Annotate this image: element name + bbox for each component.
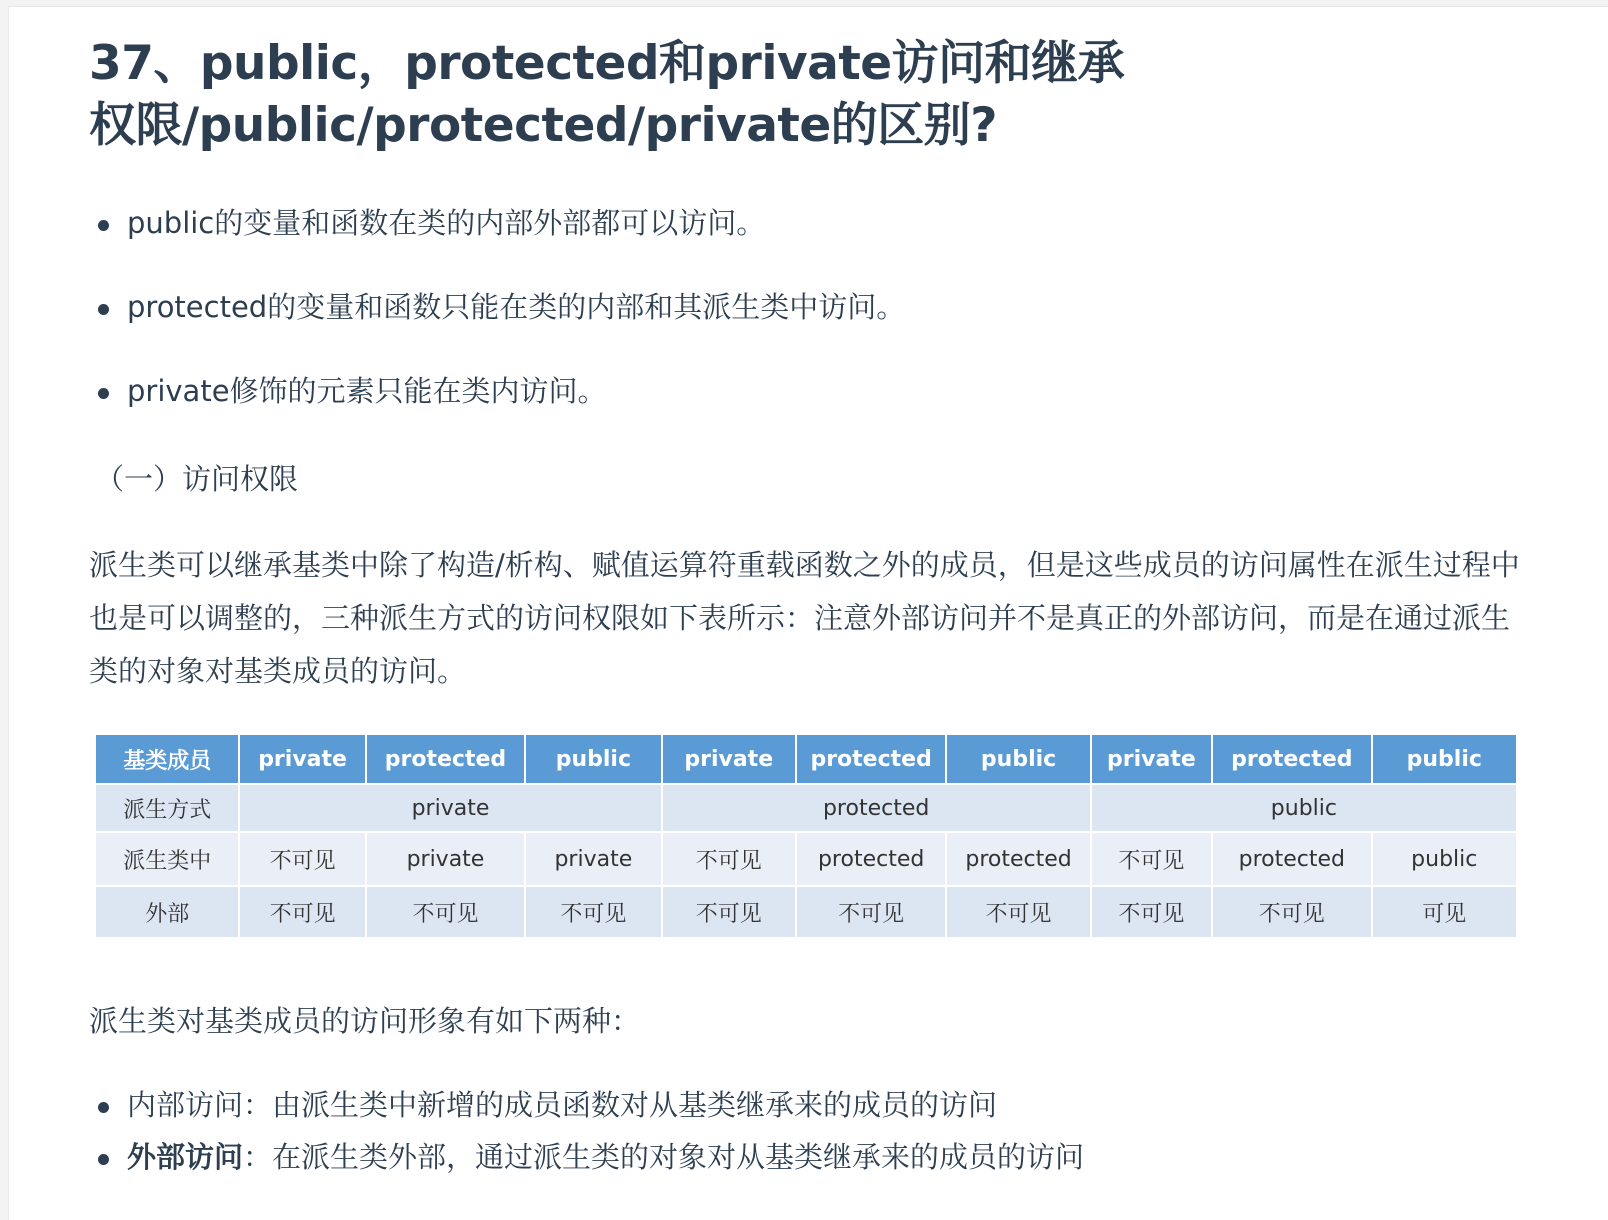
intro-paragraph: 派生类可以继承基类中除了构造/析构、赋值运算符重载函数之外的成员，但是这些成员的访问属性在派生过程中也是可以调整的，三种派生方式的访问权限如下表所示：注意外部访问并不是真正的外部访问，而是在通过派生类的对象对基类成员的访问。: [89, 548, 1520, 688]
document-page: [8, 6, 1608, 1220]
header-cell: public: [947, 735, 1089, 783]
inheritance-access-table: [94, 733, 1518, 939]
list-item-private: private修饰的元素只能在类内访问。: [89, 371, 1389, 411]
item-label: 内部访问: [127, 1088, 244, 1122]
table-cell: 不可见: [1092, 887, 1211, 937]
table-cell: 不可见: [1213, 887, 1370, 937]
header-cell: public: [1373, 735, 1516, 783]
table-cell: 不可见: [240, 833, 364, 885]
header-cell: private: [1092, 735, 1211, 783]
table-cell: 不可见: [526, 887, 660, 937]
row-label: 派生类中: [96, 833, 238, 885]
table-cell: private: [526, 833, 660, 885]
access-forms-list: [89, 1085, 1389, 1189]
table-cell: public: [1373, 833, 1516, 885]
list-item-public: public的变量和函数在类的内部外部都可以访问。: [89, 203, 1389, 243]
header-cell: protected: [1213, 735, 1370, 783]
header-cell: protected: [367, 735, 524, 783]
item-label: 外部访问: [127, 1140, 244, 1174]
list-item-external-access: [89, 1137, 1389, 1177]
table-cell: 不可见: [240, 887, 364, 937]
section-heading: （一）访问权限: [95, 462, 299, 496]
header-cell: private: [240, 735, 364, 783]
table-cell: protected: [663, 785, 1090, 831]
table-row-derivation: [96, 785, 1516, 831]
list-item-protected: protected的变量和函数只能在类的内部和其派生类中访问。: [89, 287, 1389, 327]
table-row-in-derived: [96, 833, 1516, 885]
table-cell: protected: [1213, 833, 1370, 885]
item-text: 在派生类外部，通过派生类的对象对从基类继承来的成员的访问: [272, 1140, 1085, 1174]
item-separator: ：: [243, 1140, 273, 1174]
row-label: 派生方式: [96, 785, 238, 831]
item-separator: ：: [243, 1088, 273, 1122]
table-cell: 不可见: [663, 833, 795, 885]
table-cell: private: [240, 785, 660, 831]
header-cell: public: [526, 735, 660, 783]
table-cell: private: [367, 833, 524, 885]
header-cell: private: [663, 735, 795, 783]
table-cell: protected: [797, 833, 945, 885]
table-header-row: [96, 735, 1516, 783]
header-cell: protected: [797, 735, 945, 783]
table-cell: 不可见: [947, 887, 1089, 937]
header-cell: 基类成员: [96, 735, 238, 783]
access-forms-paragraph: 派生类对基类成员的访问形象有如下两种：: [89, 1004, 641, 1038]
table-cell: 不可见: [367, 887, 524, 937]
table-cell: public: [1092, 785, 1516, 831]
row-label: 外部: [96, 887, 238, 937]
item-text: 由派生类中新增的成员函数对从基类继承来的成员的访问: [272, 1088, 998, 1122]
table-row-external: [96, 887, 1516, 937]
table-cell: 不可见: [663, 887, 795, 937]
table-cell: 不可见: [797, 887, 945, 937]
access-modifier-list: [89, 203, 1389, 455]
table-cell: protected: [947, 833, 1089, 885]
table-cell: 可见: [1373, 887, 1516, 937]
page-title: 37、public，protected和private访问和继承权限/public/protected/private的区别?: [89, 36, 1125, 153]
list-item-internal-access: [89, 1085, 1389, 1125]
table-cell: 不可见: [1092, 833, 1211, 885]
